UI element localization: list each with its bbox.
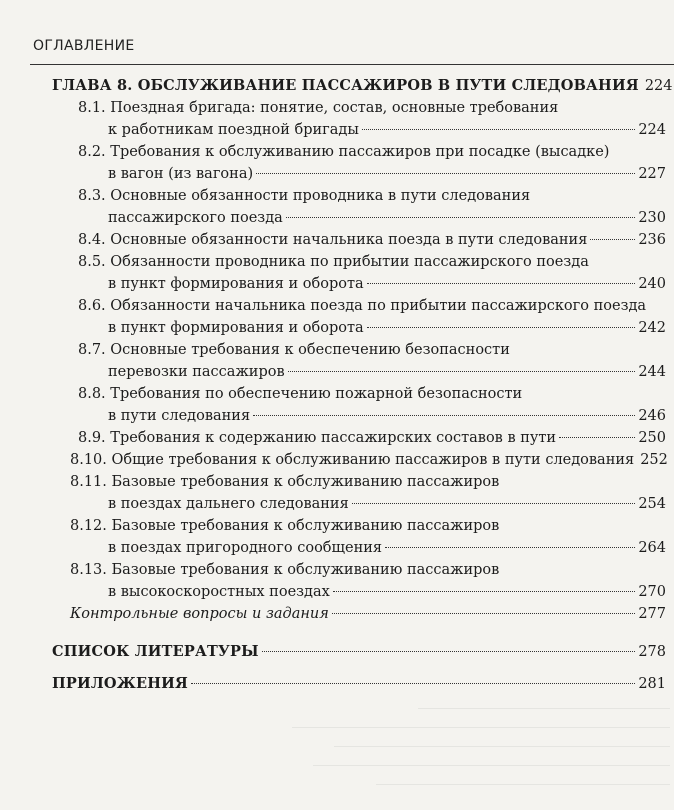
toc-section-title-line2: к работникам поездной бригады: [108, 122, 359, 138]
toc-leader-dots: [590, 239, 635, 240]
toc-section-page: 270: [638, 584, 666, 600]
toc-section-page: 246: [638, 408, 666, 424]
toc-section-title-line2: в пути следования: [108, 408, 251, 424]
toc-section-page: 230: [638, 210, 666, 226]
toc-section-8-10[interactable]: [70, 450, 666, 472]
toc-section-title-line1: Базовые требования к обслуживанию пассажиров: [111, 562, 500, 578]
toc-leader-dots: [352, 503, 636, 504]
toc-section-number: 8.3.: [78, 188, 106, 204]
toc-section-title-line1: Требования по обеспечению пожарной безопасности: [110, 386, 523, 402]
toc-literature-page: 278: [638, 644, 666, 660]
toc-section-title-line1: Основные обязанности проводника в пути следования: [110, 188, 531, 204]
toc-section-page: 244: [638, 364, 666, 380]
toc-section-title-line1: Основные обязанности начальника поезда в пути следования: [110, 232, 588, 248]
toc-section-8-8[interactable]: [78, 384, 666, 428]
toc-section-number: 8.8.: [78, 386, 106, 402]
toc-section-page: 264: [638, 540, 666, 556]
toc-leader-dots: [367, 283, 636, 284]
toc-section-number: 8.10.: [70, 452, 107, 468]
toc-section-page: 250: [638, 430, 666, 446]
toc-section-number: 8.7.: [78, 342, 106, 358]
toc-section-title-line1: Обязанности проводника по прибытии пассажирского поезда: [110, 254, 589, 270]
toc-appendices-page: 281: [638, 676, 666, 692]
toc-section-8-3[interactable]: [78, 186, 666, 230]
toc-leader-dots: [253, 415, 635, 416]
toc-section-number: 8.5.: [78, 254, 106, 270]
header-rule: [30, 64, 674, 65]
toc-section-title-line1: Требования к содержанию пассажирских составов в пути: [110, 430, 557, 446]
toc-leader-dots: [288, 371, 636, 372]
toc-section-title-line1: Базовые требования к обслуживанию пассажиров: [111, 474, 500, 490]
toc-section-8-2[interactable]: [78, 142, 666, 186]
page-header-title: ОГЛАВЛЕНИЕ: [33, 38, 135, 54]
toc-section-page: 240: [638, 276, 666, 292]
toc-section-title-line2: пассажирского поезда: [108, 210, 283, 226]
toc-leader-dots: [559, 437, 635, 438]
toc-section-title-line1: Требования к обслуживанию пассажиров при посадке (высадке): [110, 144, 610, 160]
toc-section-title-line2: в пункт формирования и оборота: [108, 320, 364, 336]
toc-section-page: 254: [638, 496, 666, 512]
toc-section-page: 242: [638, 320, 666, 336]
toc-section-number: 8.13.: [70, 562, 107, 578]
toc-section-page: 227: [638, 166, 666, 182]
toc-leader-dots: [286, 217, 636, 218]
toc-section-number: 8.4.: [78, 232, 106, 248]
toc-questions-title: Контрольные вопросы и задания: [70, 606, 329, 622]
toc-leader-dots: [385, 547, 635, 548]
toc-leader-dots: [332, 613, 635, 614]
toc-chapter-8-page: 224: [644, 78, 673, 94]
toc-section-number: 8.9.: [78, 430, 106, 446]
page-bleed-through: [250, 690, 670, 785]
toc-leader-dots: [362, 129, 635, 130]
toc-section-title-line2: в пункт формирования и оборота: [108, 276, 364, 292]
toc-section-8-11[interactable]: [70, 472, 666, 516]
toc-section-title-line1: Поездная бригада: понятие, состав, основные требования: [110, 100, 559, 116]
toc-section-8-5[interactable]: [78, 252, 666, 296]
toc-leader-dots: [262, 651, 636, 652]
toc-chapter-8[interactable]: [52, 76, 673, 98]
toc-section-8-1[interactable]: [78, 98, 666, 142]
toc-section-title-line2: в поездах дальнего следования: [108, 496, 349, 512]
toc-section-title-line2: в поездах пригородного сообщения: [108, 540, 383, 556]
toc-section-title-line1: Основные требования к обеспечению безопасности: [110, 342, 510, 358]
toc-section-title-line1: Базовые требования к обслуживанию пассажиров: [111, 518, 500, 534]
toc-section-page: 252: [640, 452, 668, 468]
toc-questions[interactable]: [70, 604, 666, 626]
toc-section-title-line2: в высокоскоростных поездах: [108, 584, 330, 600]
toc-section-8-9[interactable]: [78, 428, 666, 450]
toc-section-8-7[interactable]: [78, 340, 666, 384]
toc-section-number: 8.6.: [78, 298, 106, 314]
toc-leader-dots: [191, 683, 635, 684]
toc-section-8-4[interactable]: [78, 230, 666, 252]
toc-chapter-8-title: ГЛАВА 8. ОБСЛУЖИВАНИЕ ПАССАЖИРОВ В ПУТИ СЛЕДОВАНИЯ: [52, 77, 639, 94]
toc-leader-dots: [333, 591, 636, 592]
toc-section-8-12[interactable]: [70, 516, 666, 560]
toc-section-number: 8.1.: [78, 100, 106, 116]
toc-section-number: 8.12.: [70, 518, 107, 534]
toc-section-number: 8.11.: [70, 474, 107, 490]
toc-literature[interactable]: [52, 642, 666, 664]
toc-leader-dots: [367, 327, 636, 328]
toc-section-page: 236: [638, 232, 666, 248]
toc-section-title-line2: перевозки пассажиров: [108, 364, 285, 380]
toc-questions-page: 277: [638, 606, 666, 622]
toc-section-title-line1: Общие требования к обслуживанию пассажиров в пути следования: [111, 452, 635, 468]
toc-appendices-title: ПРИЛОЖЕНИЯ: [52, 675, 189, 692]
toc-section-title-line1: Обязанности начальника поезда по прибытии пассажирского поезда: [110, 298, 647, 314]
toc-section-number: 8.2.: [78, 144, 106, 160]
toc-section-page: 224: [638, 122, 666, 138]
toc-section-8-6[interactable]: [78, 296, 666, 340]
toc-literature-title: СПИСОК ЛИТЕРАТУРЫ: [52, 643, 259, 660]
toc-leader-dots: [256, 173, 635, 174]
toc-section-title-line2: в вагон (из вагона): [108, 166, 254, 182]
toc-section-8-13[interactable]: [70, 560, 666, 604]
